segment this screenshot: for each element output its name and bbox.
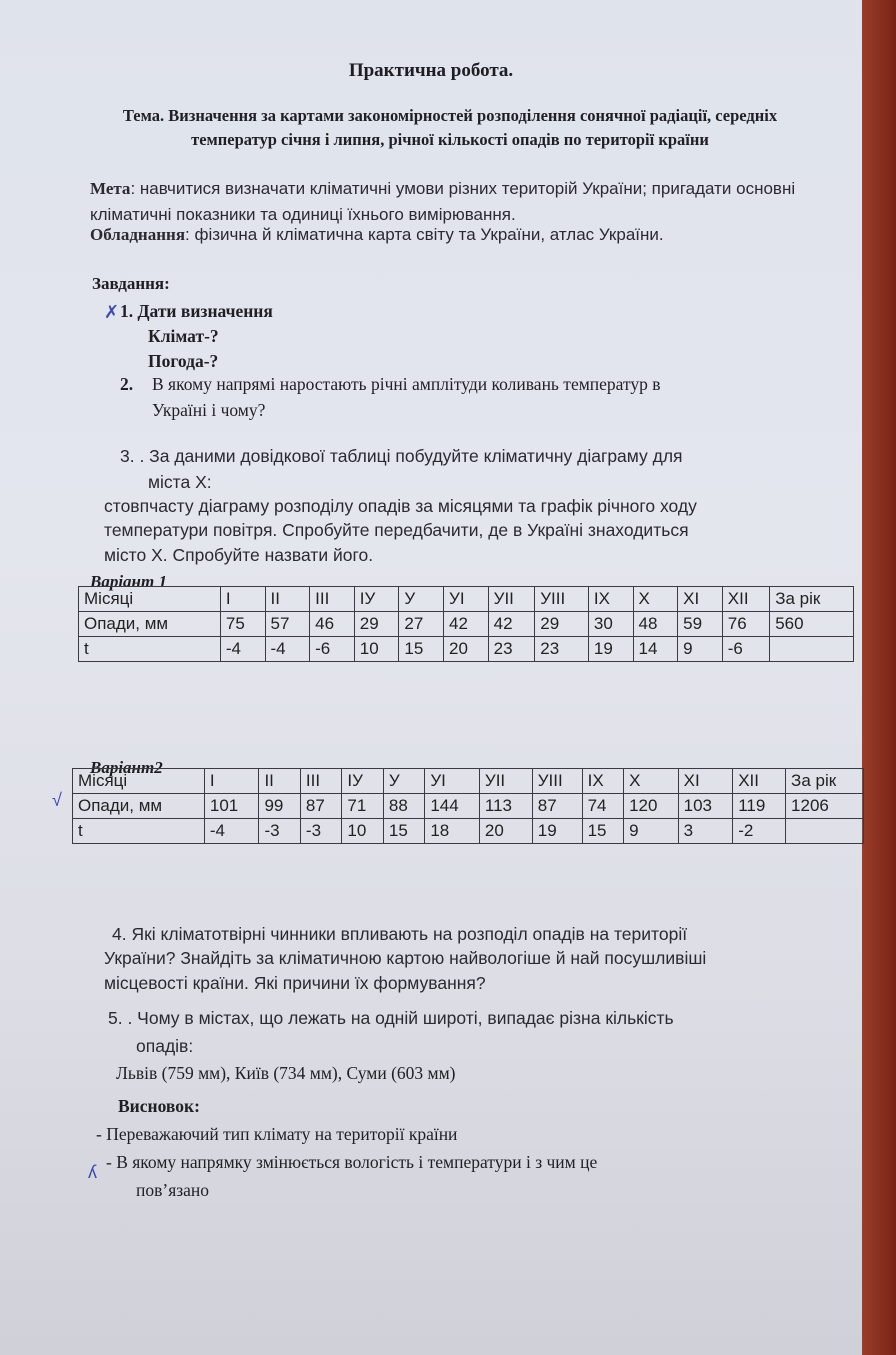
precip-cell: 59 xyxy=(678,612,723,637)
temp-cell: 9 xyxy=(678,637,723,662)
task-4-line-1: 4. Які кліматотвірні чинники впливають на розподіл опадів на території xyxy=(112,924,688,944)
temp-cell: 23 xyxy=(488,637,535,662)
conclusion-heading: Висновок: xyxy=(118,1096,200,1116)
precip-cell: 75 xyxy=(220,612,265,637)
precip-cell: 144 xyxy=(425,794,480,819)
precip-cell: 29 xyxy=(354,612,399,637)
temp-cell: -3 xyxy=(300,819,341,844)
variant-1-label: Варіант 1 xyxy=(90,572,167,591)
task-4-line-2: України? Знайдіть за кліматичною картою найвологіше й най посушливіші xyxy=(104,948,707,968)
temp-cell: 23 xyxy=(535,637,589,662)
table-row-months xyxy=(73,769,864,794)
goal-paragraph xyxy=(90,176,810,228)
temp-cell: 10 xyxy=(354,637,399,662)
theme-text: Тема. Визначення за картами закономірностей розподілення сонячної радіації, середніх температур січня і липня, річної кількості опадів по території країни xyxy=(122,106,778,149)
task-3-line-5: місто Х. Спробуйте назвати його. xyxy=(104,545,374,565)
variant-2-table xyxy=(72,768,864,844)
header-cell: ІУ xyxy=(354,587,399,612)
precip-cell: 119 xyxy=(733,794,786,819)
task-3-line-3: стовпчасту діаграму розподілу опадів за місяцями та графік річного ходу xyxy=(104,496,697,516)
header-cell: УІ xyxy=(444,587,489,612)
table-row-temp xyxy=(79,637,854,662)
variant-1-table xyxy=(78,586,854,662)
header-cell: ІІ xyxy=(265,587,310,612)
table-row-precip xyxy=(73,794,864,819)
header-cell: ІІІ xyxy=(310,587,355,612)
variant-2-label: Варіант2 xyxy=(90,758,163,777)
precip-cell: 101 xyxy=(204,794,259,819)
temp-cell: 15 xyxy=(582,819,623,844)
temp-cell: 3 xyxy=(678,819,733,844)
temp-cell: 9 xyxy=(624,819,679,844)
header-cell: І xyxy=(204,769,259,794)
header-cell: ІІІ xyxy=(300,769,341,794)
precip-cell: 42 xyxy=(488,612,535,637)
temp-cell: 20 xyxy=(444,637,489,662)
tasks-heading: Завдання: xyxy=(92,274,170,293)
equipment-label: Обладнання xyxy=(90,225,186,244)
task-2-number: 2. xyxy=(120,374,134,394)
task-5-line-2: опадів: xyxy=(136,1036,194,1056)
header-cell: Х xyxy=(633,587,678,612)
header-cell: ХІ xyxy=(678,587,723,612)
temp-cell: 20 xyxy=(479,819,532,844)
task-3-line-1: 3. . За даними довідкової таблиці побудуйте кліматичну діаграму для xyxy=(120,446,683,466)
precip-cell: 99 xyxy=(259,794,300,819)
precip-cell: 87 xyxy=(532,794,582,819)
temp-cell: -3 xyxy=(259,819,300,844)
equipment-paragraph xyxy=(90,222,810,248)
task-1-weather: Погода-? xyxy=(148,351,219,371)
header-cell: УІІ xyxy=(488,587,535,612)
header-cell: Х xyxy=(624,769,679,794)
header-cell: ХІ xyxy=(678,769,733,794)
header-cell: За рік xyxy=(770,587,854,612)
task-4-line-3: місцевості країни. Які причини їх формування? xyxy=(104,973,486,993)
conclusion-item-1: - Переважаючий тип клімату на території країни xyxy=(96,1124,458,1144)
precip-cell: 113 xyxy=(479,794,532,819)
precip-cell: 27 xyxy=(399,612,444,637)
table-row-precip xyxy=(79,612,854,637)
temp-cell: 19 xyxy=(588,637,633,662)
header-cell: УІІІ xyxy=(532,769,582,794)
header-cell: ІУ xyxy=(342,769,383,794)
table-edge-background xyxy=(862,0,896,1355)
precip-cell: 74 xyxy=(582,794,623,819)
temp-cell xyxy=(786,819,864,844)
temp-cell: 15 xyxy=(383,819,424,844)
conclusion-item-2: - В якому напрямку змінюється вологість і температури і з чим це xyxy=(106,1152,598,1172)
conclusion-item-2-cont: пов’язано xyxy=(136,1180,210,1200)
temp-cell: 15 xyxy=(399,637,444,662)
task-1-climate: Клімат-? xyxy=(148,326,219,346)
precip-cell: 71 xyxy=(342,794,383,819)
check-mark-icon: √ xyxy=(52,790,62,810)
header-cell: ІХ xyxy=(582,769,623,794)
row-label: Опади, мм xyxy=(73,794,205,819)
row-label: Опади, мм xyxy=(79,612,221,637)
temp-cell: 18 xyxy=(425,819,480,844)
row-label: t xyxy=(73,819,205,844)
precip-cell: 76 xyxy=(722,612,769,637)
goal-label: Мета xyxy=(90,179,131,198)
precip-cell: 46 xyxy=(310,612,355,637)
equipment-text: : фізична й кліматична карта світу та України, атлас України. xyxy=(185,225,664,244)
temp-cell xyxy=(770,637,854,662)
header-cell: Місяці xyxy=(73,769,205,794)
header-cell: УІ xyxy=(425,769,480,794)
precip-cell: 42 xyxy=(444,612,489,637)
temp-cell: -4 xyxy=(204,819,259,844)
temp-cell: -4 xyxy=(265,637,310,662)
header-cell: ХІІ xyxy=(733,769,786,794)
precip-cell: 87 xyxy=(300,794,341,819)
task-5-line-1: 5. . Чому в містах, що лежать на одній широті, випадає різна кількість xyxy=(108,1008,674,1028)
page-title: Практична робота. xyxy=(348,60,514,81)
precip-cell: 29 xyxy=(535,612,589,637)
pen-mark-icon: ʎ xyxy=(88,1162,97,1182)
task-2-line-2: Україні і чому? xyxy=(152,400,266,420)
row-label: t xyxy=(79,637,221,662)
header-cell: ІХ xyxy=(588,587,633,612)
goal-text: : навчитися визначати кліматичні умови різних територій України; пригадати основні кліматичні показники та одиниці їхнього вимірювання. xyxy=(90,179,796,224)
header-cell: І xyxy=(220,587,265,612)
header-cell: ІІ xyxy=(259,769,300,794)
header-cell: ХІІ xyxy=(722,587,769,612)
pen-mark-icon: ✗ xyxy=(104,302,120,322)
temp-cell: 14 xyxy=(633,637,678,662)
task-2-line-1: В якому напрямі наростають річні амплітуди коливань температур в xyxy=(152,374,661,394)
task-3-line-4: температури повітря. Спробуйте передбачити, де в Україні знаходиться xyxy=(104,520,689,540)
precip-cell: 1206 xyxy=(786,794,864,819)
temp-cell: -6 xyxy=(310,637,355,662)
precip-cell: 30 xyxy=(588,612,633,637)
temp-cell: 10 xyxy=(342,819,383,844)
table-row-temp xyxy=(73,819,864,844)
precip-cell: 560 xyxy=(770,612,854,637)
temp-cell: -6 xyxy=(722,637,769,662)
header-cell: За рік xyxy=(786,769,864,794)
precip-cell: 103 xyxy=(678,794,733,819)
precip-cell: 88 xyxy=(383,794,424,819)
header-cell: Місяці xyxy=(79,587,221,612)
task-1: 1. Дати визначення xyxy=(120,301,273,321)
header-cell: УІІ xyxy=(479,769,532,794)
temp-cell: -4 xyxy=(220,637,265,662)
task-5-line-3: Львів (759 мм), Київ (734 мм), Суми (603 мм) xyxy=(116,1063,456,1083)
temp-cell: 19 xyxy=(532,819,582,844)
header-cell: У xyxy=(383,769,424,794)
header-cell: У xyxy=(399,587,444,612)
header-cell: УІІІ xyxy=(535,587,589,612)
temp-cell: -2 xyxy=(733,819,786,844)
table-row-months xyxy=(79,587,854,612)
precip-cell: 48 xyxy=(633,612,678,637)
precip-cell: 120 xyxy=(624,794,679,819)
task-3-line-2: міста Х: xyxy=(148,472,212,492)
precip-cell: 57 xyxy=(265,612,310,637)
